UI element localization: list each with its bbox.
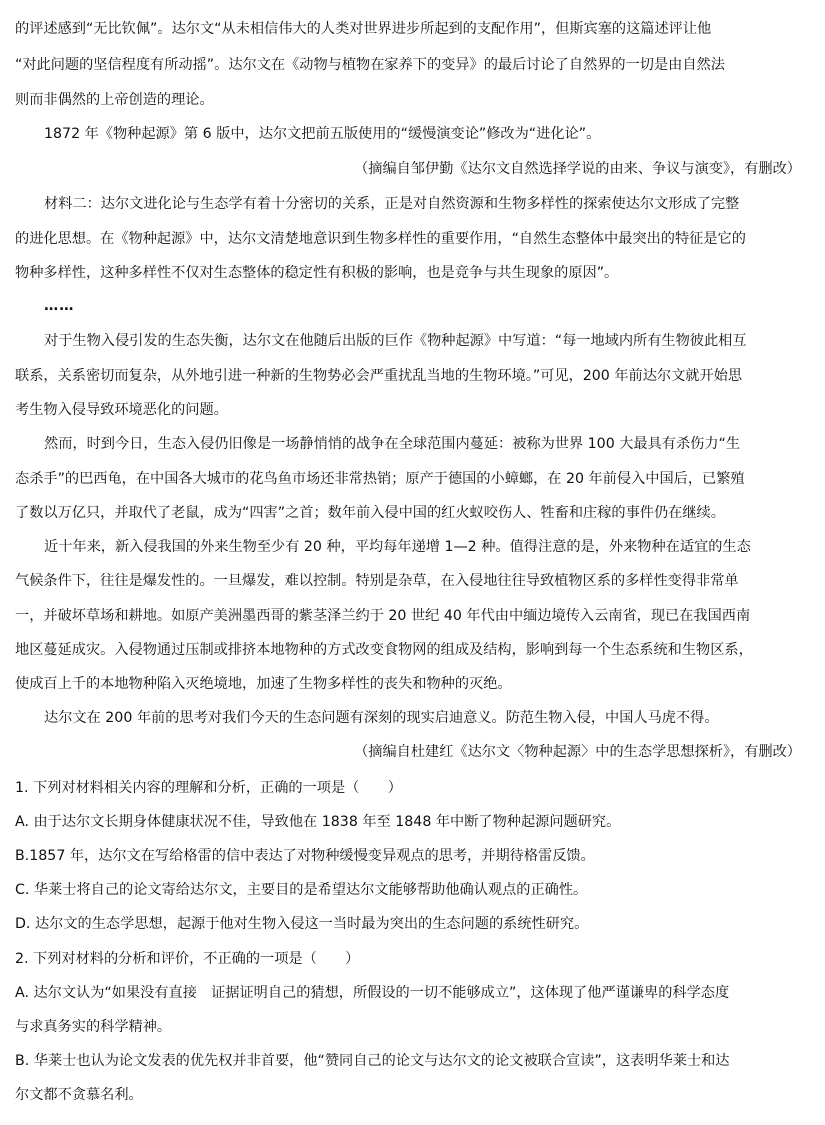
source-citation: （摘编自邹伊勤《达尔文自然选择学说的由来、争议与演变》，有删改） bbox=[354, 161, 801, 177]
text-line: 联系，关系密切而复杂，从外地引进一种新的生物势必会严重扰乱当地的生物环境。”可见，200 年前达尔文就开始思 bbox=[15, 368, 743, 384]
text-line: 态杀手”的巴西龟，在中国各大城市的花鸟鱼市场还非常热销；原产于德国的小蟑螂，在 20 年前侵入中国后，已繁殖 bbox=[15, 471, 745, 487]
text-line: 然而，时到今日，生态入侵仍旧像是一场静悄悄的战争在全球范围内蔓延：被称为世界 100 大最具有杀伤力“生 bbox=[44, 436, 741, 452]
question-1-option-b: B.1857 年，达尔文在写给格雷的信中表达了对物种缓慢变异观点的思考，并期待格雷反馈。 bbox=[15, 848, 595, 864]
text-line: 近十年来，新入侵我国的外来生物至少有 20 种，平均每年递增 1—2 种。值得注意的是，外来物种在适宜的生态 bbox=[44, 539, 751, 555]
text-line: 1872 年《物种起源》第 6 版中，达尔文把前五版使用的“缓慢演变论”修改为“进化论”。 bbox=[44, 126, 601, 142]
source-citation: （摘编自杜建红《达尔文〈物种起源〉中的生态学思想探析》，有删改） bbox=[354, 744, 801, 760]
question-2-stem: 2. 下列对材料的分析和评价，不正确的一项是（ ） bbox=[15, 951, 360, 967]
question-2-option-a-cont: 与求真务实的科学精神。 bbox=[15, 1019, 172, 1035]
text-line: 则而非偶然的上帝创造的理论。 bbox=[15, 92, 214, 108]
text-line: 对于生物入侵引发的生态失衡，达尔文在他随后出版的巨作《物种起源》中写道：“每一地域内所有生物彼此相互 bbox=[44, 333, 747, 349]
text-line: 的进化思想。在《物种起源》中，达尔文清楚地意识到生物多样性的重要作用，“自然生态整体中最突出的特征是它的 bbox=[15, 231, 746, 247]
question-1-option-a: A. 由于达尔文长期身体健康状况不佳，导致他在 1838 年至 1848 年中断了物种起源问题研究。 bbox=[15, 814, 621, 830]
question-2-option-a: A. 达尔文认为“如果没有直接 证据证明自己的猜想，所假设的一切不能够成立”，这体现了他严谨谦卑的科学态度 bbox=[15, 985, 730, 1001]
text-line: 气候条件下，往往是爆发性的。一旦爆发，难以控制。特别是杂草，在入侵地往往导致植物区系的多样性变得非常单 bbox=[15, 573, 739, 589]
text-line: 了数以万亿只，并取代了老鼠，成为“四害”之首；数年前入侵中国的红火蚁咬伤人、牲畜和庄稼的事件仍在继续。 bbox=[15, 505, 725, 521]
question-1-option-c: C. 华莱士将自己的论文寄给达尔文，主要目的是希望达尔文能够帮助他确认观点的正确性。 bbox=[15, 882, 588, 898]
text-line: 考生物入侵导致环境恶化的问题。 bbox=[15, 402, 228, 418]
text-line: 物种多样性，这种多样性不仅对生态整体的稳定性有积极的影响，也是竞争与共生现象的原因”。 bbox=[15, 265, 619, 281]
question-2-option-b: B. 华莱士也认为论文发表的优先权并非首要，他“赞同自己的论文与达尔文的论文被联合宣读”，这表明华莱士和达 bbox=[15, 1053, 730, 1069]
question-1-option-d: D. 达尔文的生态学思想，起源于他对生物入侵这一当时最为突出的生态问题的系统性研究。 bbox=[15, 916, 589, 932]
question-1-stem: 1. 下列对材料相关内容的理解和分析，正确的一项是（ ） bbox=[15, 780, 402, 796]
question-2-option-b-cont: 尔文都不贪慕名利。 bbox=[15, 1087, 143, 1103]
text-line: 的评述感到“无比钦佩”。达尔文“从未相信伟大的人类对世界进步所起到的支配作用”，但斯宾塞的这篇述评让他 bbox=[15, 21, 712, 37]
text-line: “对此问题的坚信程度有所动摇”。达尔文在《动物与植物在家养下的变异》的最后讨论了自然界的一切是由自然法 bbox=[15, 57, 725, 73]
text-line: 达尔文在 200 年前的思考对我们今天的生态问题有深刻的现实启迪意义。防范生物入侵，中国人马虎不得。 bbox=[44, 710, 719, 726]
text-line: 地区蔓延成灾。入侵物通过压制或排挤本地物种的方式改变食物网的组成及结构，影响到每一个生态系统和生物区系， bbox=[15, 642, 753, 658]
text-line: 使成百上千的本地物种陷入灭绝境地，加速了生物多样性的丧失和物种的灭绝。 bbox=[15, 676, 512, 692]
ellipsis: …… bbox=[44, 298, 75, 314]
text-line: 材料二：达尔文进化论与生态学有着十分密切的关系，正是对自然资源和生物多样性的探索使达尔文形成了完整 bbox=[44, 196, 740, 212]
text-line: 一，并破坏草场和耕地。如原产美洲墨西哥的紫茎泽兰约于 20 世纪 40 年代由中缅边境传入云南省，现已在我国西南 bbox=[15, 608, 751, 624]
